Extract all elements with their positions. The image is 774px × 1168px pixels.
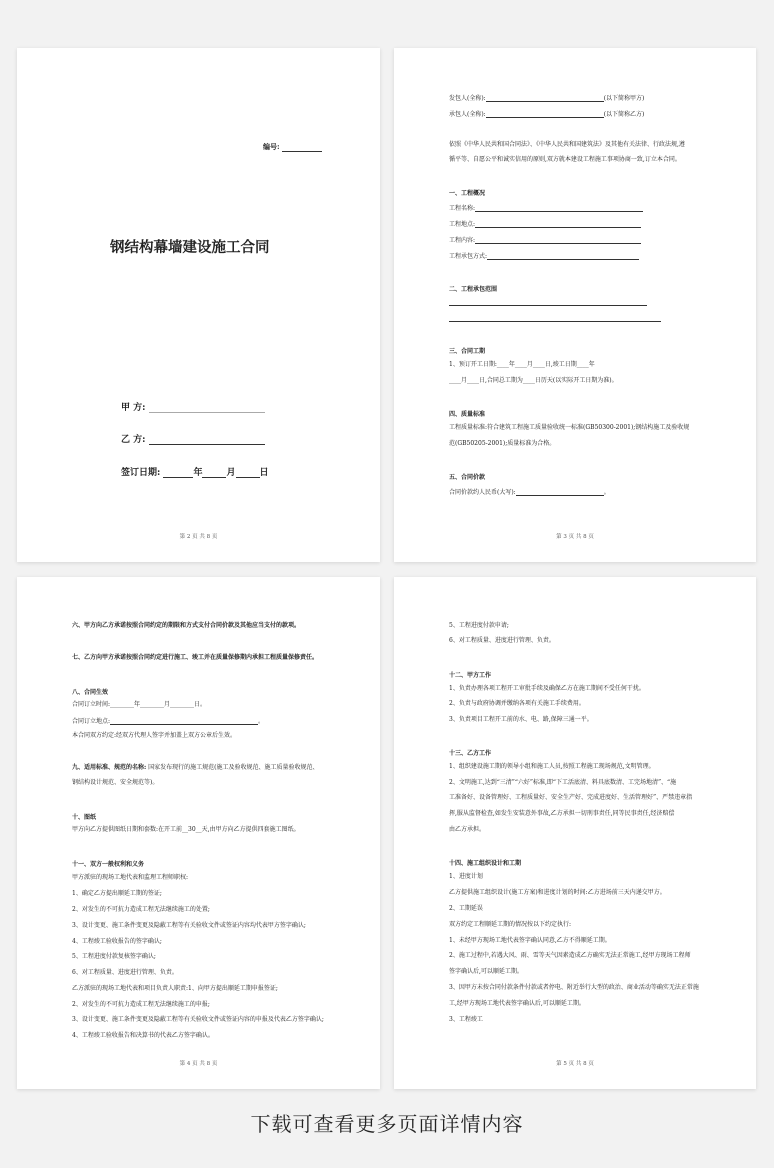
completion-heading: 3、工程竣工 [449,1016,483,1023]
schedule-plan-heading: 1、进度计划 [449,873,483,880]
drawings-line: 甲方向乙方提供图纸日期和套数:在开工前__30__天,由甲方向乙方提供四套施工图纸。 [72,826,300,833]
sign-place-label: 合同订立地点: [72,718,111,725]
party-a-label: 甲 方: [121,403,146,413]
section-2-heading: 二、工程承包范围 [449,286,498,293]
party-a-work-1: 1、负责办理各项工程开工审批手续及确保乙方在施工期间不受任何干扰。 [449,685,645,692]
quality-line-1: 工程质量标准:符合建筑工程施工质量验收统一标准(GB50300-2001);钢结构施工及验收规 [449,424,690,431]
day-blank [236,470,260,478]
contractor-line [449,94,644,102]
schedule-line-1: 1、预订开工日期:____年____月____日,竣工日期____年 [449,361,595,368]
page-footer: 第 3 页 共 8 页 [556,534,594,540]
section-14-heading: 十四、施工组织设计和工期 [449,860,522,867]
contract-title: 钢结构幕墙建设施工合同 [110,240,270,256]
party-b-blank [149,437,265,445]
project-content-label: 工程内容: [449,237,476,244]
clause-7 [72,655,318,661]
delay-intro: 双方约定工程顺延工期的情况按以下约定执行: [449,921,572,928]
section-3-heading: 三、合同工期 [449,348,486,355]
delay-rule-2b: 签字确认后,可以顺延工期。 [449,968,523,975]
year-blank [163,470,193,478]
rights-line-i: 2、对发生的不可抗力造成工程无法继续施工的申报; [72,1001,210,1008]
party-a-work-2: 2、负责与政府协调并缴纳各项有关施工手续费用。 [449,700,585,707]
contract-page-3 [394,48,756,562]
delay-rule-3a: 3、因甲方未按合同付款条件付款或者停电、附近举行大型的政治、商业活动等确实无法正常施 [449,984,699,991]
employer-label: 发包人(全称): [449,95,486,102]
contract-page-5 [394,577,756,1089]
project-location-blank [475,220,641,228]
contract-method-row [449,252,639,260]
page-footer: 第 2 页 共 8 页 [179,534,218,540]
contract-method-label: 工程承包方式: [449,253,488,260]
delay-heading: 2、工期延误 [449,905,483,912]
rights-line-e: 4、工程竣工验收报告的签字确认; [72,938,162,945]
sign-time-line: 合同订立时间:________年________月________日。 [72,701,207,708]
intro-line-2: 循平等、自愿公平和诚实信用的原则,双方就本建设工程施工事项协商一致,订立本合同。 [449,156,681,163]
clause-7-text: 七、乙方向甲方承诺按照合同约定进行施工、竣工并在质量保修期内承担工程质量保修责任。 [72,654,319,661]
standards-line-2: 钢结构设计规范、安全规范等)。 [72,779,159,786]
delay-rule-1: 1、未经甲方现场工地代表签字确认同意,乙方不得顺延工期。 [449,937,611,944]
project-content-blank [475,236,641,244]
clause-6-text: 六、甲方向乙方承诺按照合同约定的期限和方式支付合同价款及其他应当支付的款项。 [72,622,301,629]
contract-number-row [263,142,322,152]
contractor-blank [486,110,604,118]
section-12-heading: 十二、甲方工作 [449,672,492,679]
party-b-work-2: 2、文明施工,达到“三清”“六好”标准,即“下工活底清、料具底数清、工完场地清”、“施 [449,779,677,786]
party-b-work-3: 工准备好、设备管理好、工程质量好、安全生产好、完成进度好、生活管理好”、严禁违章指 [449,794,693,801]
sign-place-blank [110,717,258,725]
contractor-tail: (以下简称乙方) [603,111,645,118]
scope-blank-2 [449,314,661,322]
price-blank [516,488,604,496]
price-label: 合同价款约人民币(大写): [449,489,516,496]
employer-blank [486,94,604,102]
project-name-label: 工程名称: [449,205,476,212]
day-label: 日 [259,468,269,478]
employer-tail: (以下简称甲方) [603,95,645,102]
sign-date-row [121,465,269,478]
item-6: 6、对工程质量、进度进行管理、负责。 [449,637,555,644]
month-blank [202,470,226,478]
page-footer: 第 5 页 共 8 页 [556,1061,594,1067]
sign-place-row: 合同订立地点: 。 [72,718,265,725]
section-11-heading: 十一、双方一般权利和义务 [72,861,145,868]
party-b-work-1: 1、组织建设施工期的领导小组和施工人员,按照工程施工现场规范,文明管理。 [449,763,655,770]
rights-line-k: 4、工程竣工验收报告和决算书的代表乙方签字确认。 [72,1032,214,1039]
section-10-heading: 十、图纸 [72,814,97,821]
project-location-row [449,220,641,228]
project-name-row [449,204,643,212]
contract-page-4 [17,577,380,1089]
sign-date-label: 签订日期: [121,468,161,478]
standards-line-1 [72,765,318,771]
project-name-blank [475,204,643,212]
section-1-heading: 一、工程概况 [449,190,486,197]
party-a-row [121,400,265,413]
page-footer: 第 4 页 共 8 页 [179,1061,218,1067]
download-caption: 下载可查看更多页面详情内容 [250,1112,524,1136]
contractee-line [449,110,644,118]
rights-line-h: 乙方派驻的现场工地代表和项目负责人职责:1、向甲方提出顺延工期申报签证; [72,985,278,992]
rights-line-j: 3、设计变更、施工条件变更及隐蔽工程等有关验收文件或签证内容的申报及代表乙方签字确认; [72,1016,324,1023]
rights-line-f: 5、工程进度付款复核签字确认; [72,953,156,960]
project-content-row [449,236,641,244]
schedule-line-2: ____月____日,合同总工期为____日历天(以实际开工日期为准)。 [449,377,618,384]
party-b-label: 乙 方: [121,435,146,445]
year-label: 年 [193,468,203,478]
rights-line-a: 甲方派驻的现场工地代表和监理工程师职权: [72,874,189,881]
project-location-label: 工程地点: [449,221,476,228]
section-13-heading: 十三、乙方工作 [449,750,492,757]
intro-line-1: 依照《中华人民共和国合同法》、《中华人民共和国建筑法》及其他有关法律、行政法规,遵 [449,141,685,148]
contractor-label: 承包人(全称): [449,111,486,118]
rights-line-g: 6、对工程质量、进度进行管理、负责。 [72,969,178,976]
month-label: 月 [226,468,236,478]
contract-number-blank [282,144,322,152]
rights-line-c: 2、对发生的不可抗力造成工程无法继续施工的处置; [72,906,210,913]
scope-blank-1 [449,298,647,306]
effective-line: 本合同双方约定:经双方代理人签字并加盖上双方公章后生效。 [72,732,237,739]
section-8-heading: 八、合同生效 [72,689,109,696]
section-5-heading: 五、合同价款 [449,474,486,481]
delay-rule-2a: 2、施工过程中,若遇大风、雨、雪等天气因素造成乙方确实无法正常施工,经甲方现场工程师 [449,952,691,959]
party-b-row [121,432,265,445]
section-4-heading: 四、质量标准 [449,411,486,418]
schedule-plan-text: 乙方提供施工组织设计(施工方案)和进度计划的时间:乙方进场前三天内递交甲方。 [449,889,666,896]
party-a-blank [149,405,265,413]
contract-method-blank [487,252,639,260]
rights-line-b: 1、确定乙方提出顺延工期的签证; [72,890,162,897]
price-row: 合同价款约人民币(大写): 。 [449,489,610,496]
standards-heading: 九、适用标准、规范的名称: [72,764,147,771]
quality-line-2: 范(GB50205-2001);质量标准为合格。 [449,440,556,447]
standards-tail: 国家发布现行的施工规范(施工及验收规范、施工质量验收规范、 [148,764,319,771]
item-5: 5、工程进度付款申请; [449,622,509,629]
delay-rule-3b: 工,经甲方现场工地代表签字确认后,可以顺延工期。 [449,1000,585,1007]
clause-6 [72,623,300,629]
contract-number-label: 编号: [263,142,280,151]
scope-line-1 [449,298,647,306]
party-b-work-5: 由乙方承担。 [449,826,486,833]
scope-line-2 [449,314,661,322]
party-a-work-3: 3、负责项目工程开工前的水、电、路,保障三通一平。 [449,716,593,723]
rights-line-d: 3、设计变更、施工条件变更及隐蔽工程等有关验收文件或签证内容均代表甲方签字确认; [72,922,306,929]
contract-page-2 [17,48,380,562]
party-b-work-4: 挥,服从监督检查,如发生安装意外事故,乙方承担一切刑事责任,同等民事责任,经济赔偿 [449,810,675,817]
